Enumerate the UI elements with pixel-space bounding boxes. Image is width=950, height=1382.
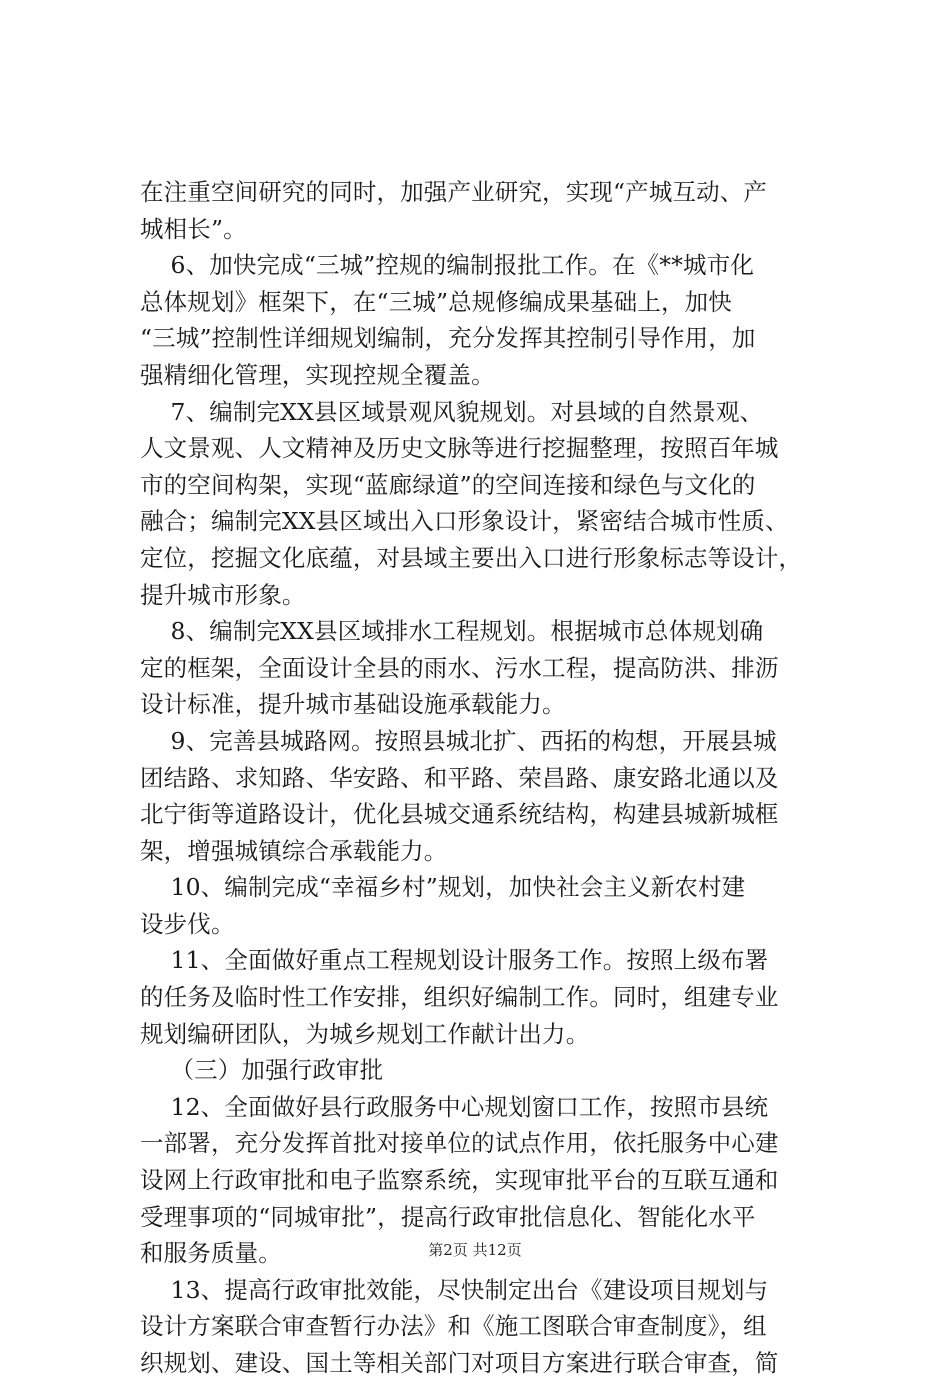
text-line: 受理事项的“同城审批”，提高行政审批信息化、智能化水平 <box>140 1202 756 1231</box>
text-line: 13、提高行政审批效能，尽快制定出台《建设项目规划与 <box>140 1275 769 1304</box>
text-line: 一部署，充分发挥首批对接单位的试点作用，依托服务中心建 <box>140 1129 779 1158</box>
text-line: 市的空间构架，实现“蓝廊绿道”的空间连接和绿色与文化的 <box>140 470 756 499</box>
text-line: 11、全面做好重点工程规划设计服务工作。按照上级布署 <box>140 946 769 975</box>
text-line: 的任务及临时性工作安排，组织好编制工作。同时，组建专业 <box>140 983 779 1012</box>
text-line: 和服务质量。 <box>140 1239 282 1268</box>
text-line: 定位，挖掘文化底蕴，对县域主要出入口进行形象标志等设计， <box>140 543 803 572</box>
text-line: 8、编制完XX县区域排水工程规划。根据城市总体规划确 <box>140 617 764 646</box>
document-body <box>140 174 840 1382</box>
text-line: 总体规划》框架下，在“三城”总规修编成果基础上，加快 <box>140 287 732 316</box>
page-number-footer: 第2页 共12页 <box>428 1241 522 1259</box>
section-heading: （三）加强行政审批 <box>140 1056 384 1085</box>
text-line: 规划编研团队，为城乡规划工作献计出力。 <box>140 1019 590 1048</box>
text-line: 6、加快完成“三城”控规的编制报批工作。在《**城市化 <box>140 251 755 280</box>
text-line: 在注重空间研究的同时，加强产业研究，实现“产城互动、产 <box>140 178 768 206</box>
text-line: 设步伐。 <box>140 909 235 938</box>
text-line: 设网上行政审批和电子监察系统，实现审批平台的互联互通和 <box>140 1166 779 1195</box>
text-line: 设计方案联合审查暂行办法》和《施工图联合审查制度》，组 <box>140 1312 767 1341</box>
text-line: 架，增强城镇综合承载能力。 <box>140 836 448 865</box>
text-line: 北宁街等道路设计，优化县城交通系统结构，构建县城新城框 <box>140 800 779 829</box>
text-line: 城相长”。 <box>140 214 247 243</box>
text-line: 强精细化管理，实现控规全覆盖。 <box>140 360 495 389</box>
text-line: 织规划、建设、国土等相关部门对项目方案进行联合审查，简 <box>140 1349 779 1377</box>
text-line: 9、完善县城路网。按照县城北扩、西拓的构想，开展县城 <box>140 726 777 755</box>
text-line: 融合；编制完XX县区域出入口形象设计，紧密结合城市性质、 <box>140 507 789 536</box>
text-line: 10、编制完成“幸福乡村”规划，加快社会主义新农村建 <box>140 873 746 902</box>
text-line: 提升城市形象。 <box>140 580 306 609</box>
text-line: 团结路、求知路、华安路、和平路、荣昌路、康安路北通以及 <box>140 763 779 792</box>
text-line: 人文景观、人文精神及历史文脉等进行挖掘整理，按照百年城 <box>140 434 779 463</box>
text-line: 定的框架，全面设计全县的雨水、污水工程，提高防洪、排沥 <box>140 653 779 682</box>
text-line: 12、全面做好县行政服务中心规划窗口工作，按照市县统 <box>140 1092 769 1121</box>
text-line: 7、编制完XX县区域景观风貌规划。对县域的自然景观、 <box>140 397 764 426</box>
text-line: “三城”控制性详细规划编制，充分发挥其控制引导作用，加 <box>140 324 756 353</box>
text-line: 设计标准，提升城市基础设施承载能力。 <box>140 690 566 719</box>
